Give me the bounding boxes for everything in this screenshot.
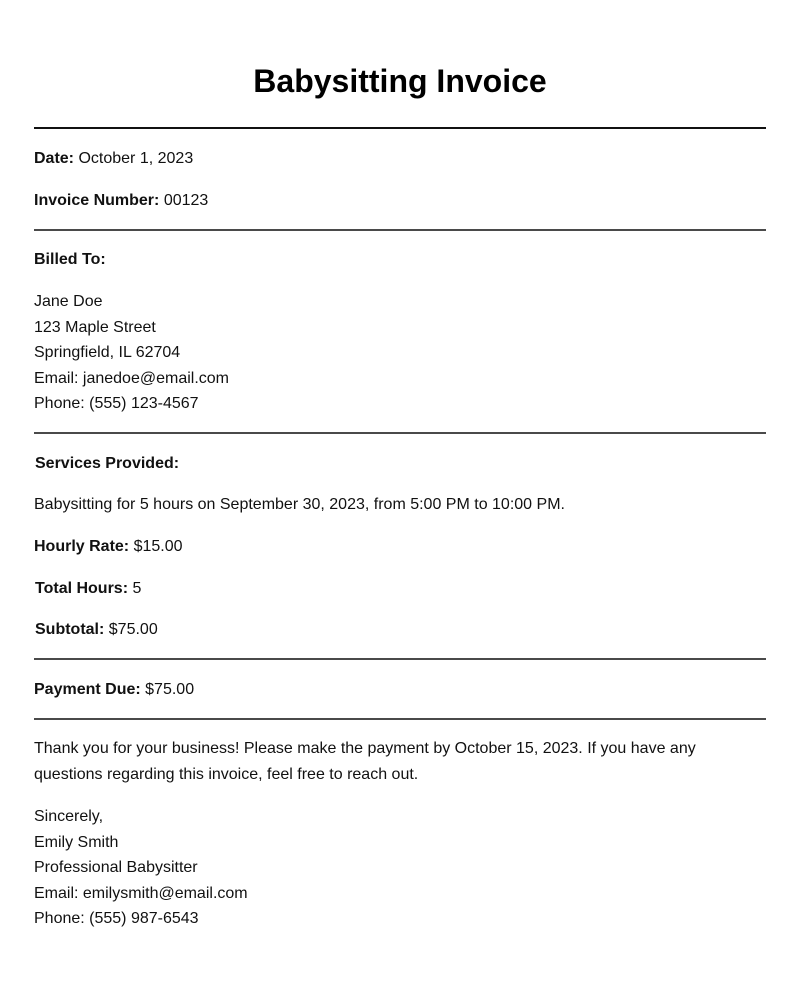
sender-phone: Phone: (555) 987-6543 (34, 910, 199, 928)
service-description: Babysitting for 5 hours on September 30, 2023, from 5:00 PM to 10:00 PM. (34, 496, 565, 513)
date-value: October 1, 2023 (78, 150, 194, 167)
signature-block (34, 804, 248, 932)
payment-due-label: Payment Due: (34, 681, 141, 698)
title-divider (34, 127, 766, 129)
sender-email: Email: emilysmith@email.com (34, 884, 248, 902)
client-street: 123 Maple Street (34, 318, 156, 336)
services-label: Services Provided: (35, 455, 180, 472)
invoice-number-row (34, 191, 208, 211)
billed-to-divider (34, 432, 766, 434)
sender-name: Emily Smith (34, 833, 119, 851)
client-name: Jane Doe (34, 293, 103, 310)
hourly-rate-value: $15.00 (133, 538, 183, 555)
payment-due-value: $75.00 (145, 681, 195, 698)
client-email: Email: janedoe@email.com (34, 369, 229, 387)
invoice-number-value: 00123 (163, 192, 209, 209)
salutation: Sincerely, (34, 808, 104, 825)
hourly-rate-row (34, 537, 183, 557)
payment-divider (34, 718, 766, 720)
meta-divider (34, 229, 766, 231)
subtotal-row (35, 620, 158, 640)
subtotal-label: Subtotal: (35, 621, 105, 638)
total-hours-label: Total Hours: (35, 580, 129, 597)
services-divider (34, 658, 766, 660)
payment-due-row (34, 680, 194, 700)
client-phone: Phone: (555) 123-4567 (34, 395, 199, 413)
date-label: Date: (34, 150, 75, 167)
invoice-title: Babysitting Invoice (253, 63, 547, 99)
hourly-rate-label: Hourly Rate: (34, 538, 130, 555)
total-hours-row (35, 579, 141, 599)
billed-to-address (34, 289, 229, 417)
total-hours-value: 5 (132, 580, 142, 597)
date-row (34, 149, 193, 169)
sender-role: Professional Babysitter (34, 859, 198, 877)
invoice-number-label: Invoice Number: (34, 192, 160, 209)
client-city: Springfield, IL 62704 (34, 344, 181, 362)
billed-to-label: Billed To: (34, 251, 106, 268)
subtotal-value: $75.00 (108, 621, 158, 638)
billed-to-heading (34, 250, 106, 270)
thank-you-message: Thank you for your business! Please make the payment by October 15, 2023. If you have any questions regarding this invoice, feel free to reach out. (34, 740, 696, 783)
services-heading (35, 454, 179, 474)
